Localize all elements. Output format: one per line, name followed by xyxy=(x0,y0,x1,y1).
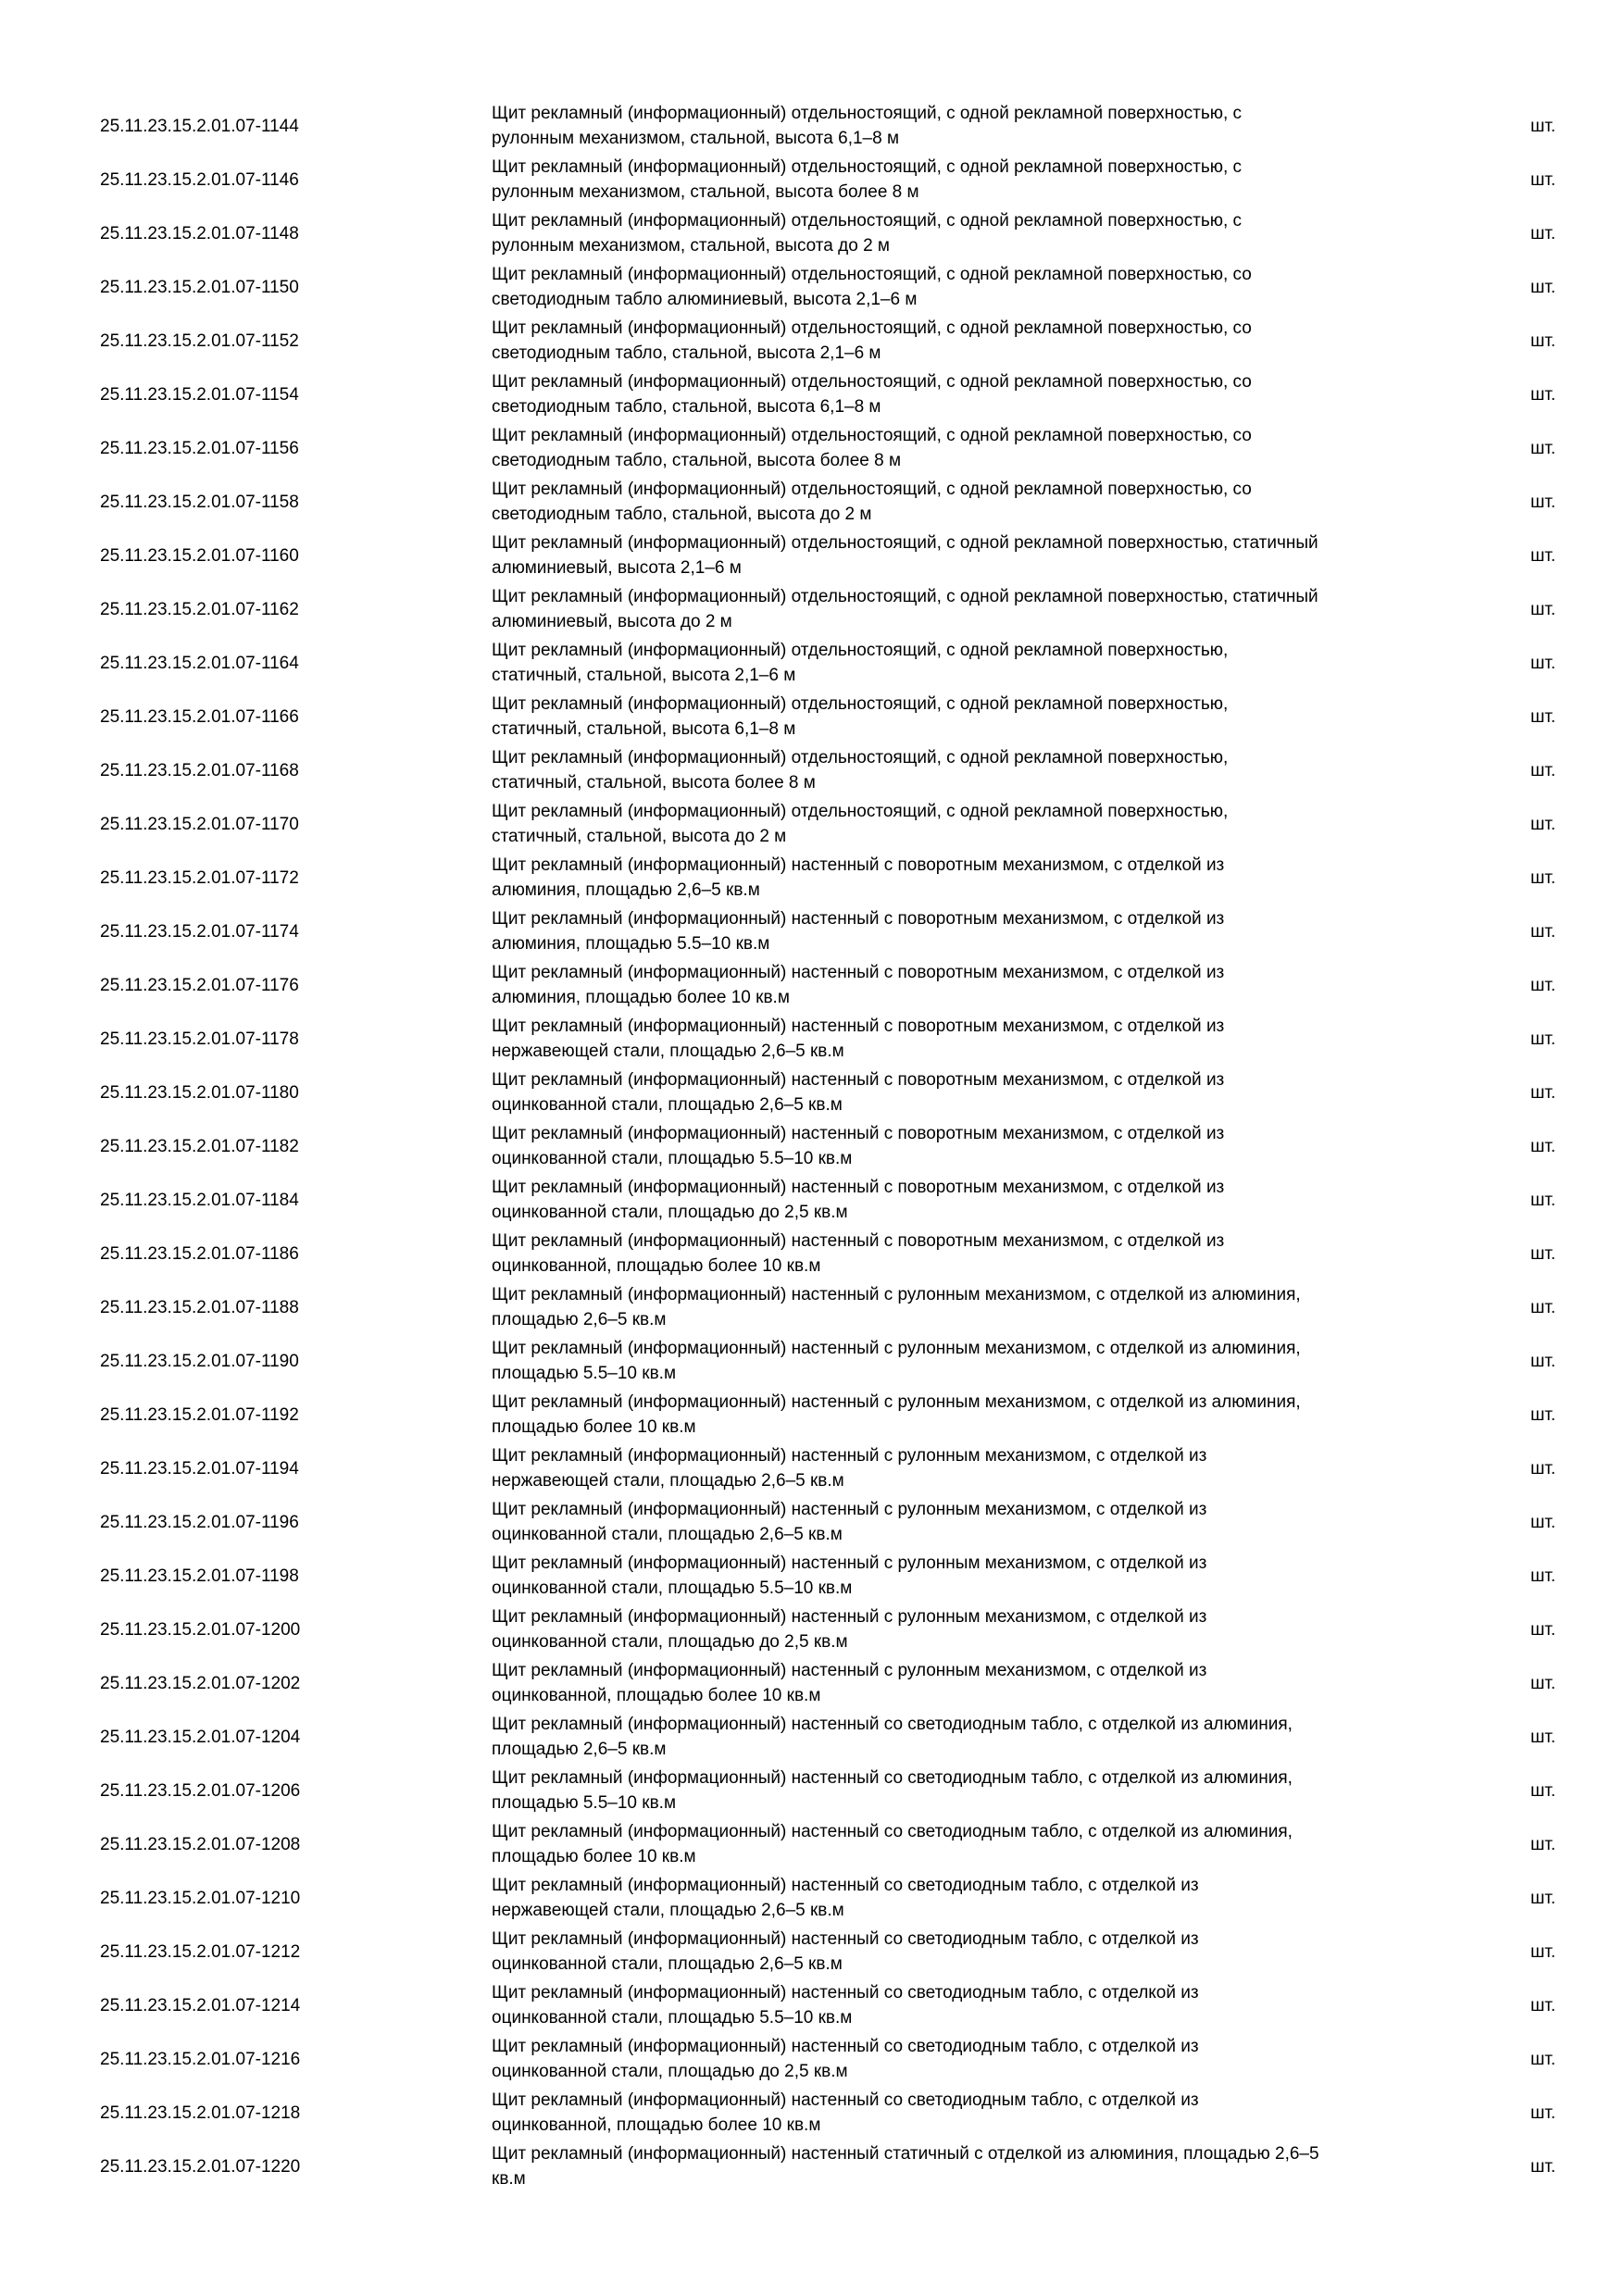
unit-of-measure: шт. xyxy=(1530,1566,1556,1586)
resource-description xyxy=(492,530,1473,580)
description-line: Щит рекламный (информационный) настенный с поворотным механизмом, с отделкой из xyxy=(492,1017,1225,1036)
table-row xyxy=(0,959,1624,1013)
resource-code: 25.11.23.15.2.01.07-1210 xyxy=(100,1889,301,1908)
resource-description xyxy=(492,1229,1473,1279)
description-line: площадью более 10 кв.м xyxy=(492,1847,696,1866)
description-line: Щит рекламный (информационный) настенный с поворотным механизмом, с отделкой из xyxy=(492,909,1225,929)
description-line: статичный, стальной, высота 2,1–6 м xyxy=(492,666,796,685)
resource-description xyxy=(492,906,1473,956)
table-row xyxy=(0,1496,1624,1550)
description-line: светодиодным табло алюминиевый, высота 2,1–6 м xyxy=(492,290,918,309)
price-list-page xyxy=(0,100,1624,2194)
resource-code: 25.11.23.15.2.01.07-1200 xyxy=(100,1620,301,1640)
description-line: оцинкованной стали, площадью 5.5–10 кв.м xyxy=(492,1149,853,1168)
resource-code: 25.11.23.15.2.01.07-1218 xyxy=(100,2103,301,2123)
table-row xyxy=(0,691,1624,744)
description-line: светодиодным табло, стальной, высота до 2 м xyxy=(492,505,872,524)
unit-of-measure: шт. xyxy=(1530,1781,1556,1801)
description-line: алюминия, площадью более 10 кв.м xyxy=(492,988,790,1007)
resource-code: 25.11.23.15.2.01.07-1166 xyxy=(100,707,299,727)
description-line: площадью 2,6–5 кв.м xyxy=(492,1310,667,1329)
resource-description xyxy=(492,262,1473,312)
description-line: Щит рекламный (информационный) настенный со светодиодным табло, с отделкой из xyxy=(492,1929,1199,1949)
resource-description xyxy=(492,2034,1473,2084)
resource-code: 25.11.23.15.2.01.07-1198 xyxy=(100,1566,299,1586)
table-row xyxy=(0,1872,1624,1926)
description-line: кв.м xyxy=(492,2169,526,2189)
description-line: оцинкованной стали, площадью до 2,5 кв.м xyxy=(492,2062,848,2081)
description-line: Щит рекламный (информационный) настенный с рулонным механизмом, с отделкой из xyxy=(492,1554,1207,1573)
resource-description xyxy=(492,1282,1473,1332)
description-line: оцинкованной стали, площадью до 2,5 кв.м xyxy=(492,1632,848,1652)
resource-description xyxy=(492,1014,1473,1064)
resource-description xyxy=(492,1658,1473,1708)
unit-of-measure: шт. xyxy=(1530,224,1556,243)
resource-description xyxy=(492,745,1473,795)
description-line: площадью 2,6–5 кв.м xyxy=(492,1740,667,1759)
table-row xyxy=(0,1335,1624,1389)
unit-of-measure: шт. xyxy=(1530,1191,1556,1210)
resource-code: 25.11.23.15.2.01.07-1190 xyxy=(100,1352,299,1371)
description-line: нержавеющей стали, площадью 2,6–5 кв.м xyxy=(492,1901,844,1920)
unit-of-measure: шт. xyxy=(1530,1405,1556,1425)
resource-description xyxy=(492,208,1473,258)
table-row xyxy=(0,1067,1624,1120)
unit-of-measure: шт. xyxy=(1530,2157,1556,2177)
description-line: светодиодным табло, стальной, высота более 8 м xyxy=(492,451,902,470)
table-row xyxy=(0,2140,1624,2194)
resource-description xyxy=(492,1443,1473,1493)
description-line: оцинкованной стали, площадью 2,6–5 кв.м xyxy=(492,1525,843,1544)
resource-description xyxy=(492,155,1473,205)
resource-description xyxy=(492,1819,1473,1869)
description-line: Щит рекламный (информационный) настенный с рулонным механизмом, с отделкой из алюминия, xyxy=(492,1339,1301,1358)
unit-of-measure: шт. xyxy=(1530,278,1556,297)
resource-description xyxy=(492,692,1473,742)
table-row xyxy=(0,1765,1624,1818)
description-line: Щит рекламный (информационный) настенный статичный с отделкой из алюминия, площадью 2,6–5 xyxy=(492,2144,1319,2164)
unit-of-measure: шт. xyxy=(1530,1137,1556,1156)
unit-of-measure: шт. xyxy=(1530,1674,1556,1693)
description-line: Щит рекламный (информационный) отдельностоящий, с одной рекламной поверхностью, xyxy=(492,802,1229,821)
description-line: Щит рекламный (информационный) настенный со светодиодным табло, с отделкой из алюминия, xyxy=(492,1822,1293,1841)
unit-of-measure: шт. xyxy=(1530,1728,1556,1747)
resource-code: 25.11.23.15.2.01.07-1180 xyxy=(100,1083,299,1103)
description-line: рулонным механизмом, стальной, высота до 2 м xyxy=(492,236,890,256)
description-line: площадью 5.5–10 кв.м xyxy=(492,1793,677,1813)
resource-code: 25.11.23.15.2.01.07-1178 xyxy=(100,1029,299,1049)
resource-code: 25.11.23.15.2.01.07-1204 xyxy=(100,1728,301,1747)
description-line: алюминия, площадью 2,6–5 кв.м xyxy=(492,880,760,900)
resource-code: 25.11.23.15.2.01.07-1184 xyxy=(100,1191,299,1210)
table-row xyxy=(0,583,1624,637)
resource-description xyxy=(492,1121,1473,1171)
table-row xyxy=(0,1442,1624,1496)
table-row xyxy=(0,798,1624,852)
table-row xyxy=(0,368,1624,422)
description-line: Щит рекламный (информационный) настенный с поворотным механизмом, с отделкой из xyxy=(492,1070,1225,1090)
description-line: Щит рекламный (информационный) настенный с рулонным механизмом, с отделкой из xyxy=(492,1500,1207,1519)
description-line: Щит рекламный (информационный) отдельностоящий, с одной рекламной поверхностью, со xyxy=(492,480,1252,499)
table-row xyxy=(0,852,1624,905)
unit-of-measure: шт. xyxy=(1530,493,1556,512)
description-line: Щит рекламный (информационный) настенный с поворотным механизмом, с отделкой из xyxy=(492,963,1225,982)
unit-of-measure: шт. xyxy=(1530,385,1556,405)
resource-description xyxy=(492,316,1473,366)
resource-description xyxy=(492,2088,1473,2138)
table-row xyxy=(0,1281,1624,1335)
description-line: площадью 5.5–10 кв.м xyxy=(492,1364,677,1383)
resource-code: 25.11.23.15.2.01.07-1146 xyxy=(100,170,299,190)
table-row xyxy=(0,207,1624,261)
unit-of-measure: шт. xyxy=(1530,761,1556,780)
description-line: площадью более 10 кв.м xyxy=(492,1417,696,1437)
unit-of-measure: шт. xyxy=(1530,1835,1556,1854)
resource-code: 25.11.23.15.2.01.07-1144 xyxy=(100,117,299,136)
description-line: Щит рекламный (информационный) отдельностоящий, с одной рекламной поверхностью, статичный xyxy=(492,587,1318,606)
resource-code: 25.11.23.15.2.01.07-1220 xyxy=(100,2157,301,2177)
table-row xyxy=(0,1228,1624,1281)
description-line: Щит рекламный (информационный) настенный с поворотным механизмом, с отделкой из xyxy=(492,1124,1225,1143)
resource-description xyxy=(492,853,1473,903)
resource-description xyxy=(492,423,1473,473)
table-row xyxy=(0,1013,1624,1067)
table-row xyxy=(0,476,1624,530)
resource-code: 25.11.23.15.2.01.07-1150 xyxy=(100,278,299,297)
description-line: Щит рекламный (информационный) отдельностоящий, с одной рекламной поверхностью, со xyxy=(492,318,1252,338)
unit-of-measure: шт. xyxy=(1530,868,1556,888)
table-row xyxy=(0,530,1624,583)
description-line: Щит рекламный (информационный) настенный с поворотным механизмом, с отделкой из xyxy=(492,1231,1225,1251)
description-line: Щит рекламный (информационный) отдельностоящий, с одной рекламной поверхностью, xyxy=(492,748,1229,767)
resource-description xyxy=(492,1390,1473,1440)
description-line: алюминиевый, высота до 2 м xyxy=(492,612,732,631)
resource-code: 25.11.23.15.2.01.07-1192 xyxy=(100,1405,299,1425)
resource-description xyxy=(492,1873,1473,1923)
resource-description xyxy=(492,369,1473,419)
resource-code: 25.11.23.15.2.01.07-1148 xyxy=(100,224,299,243)
description-line: алюминия, площадью 5.5–10 кв.м xyxy=(492,934,770,954)
table-row xyxy=(0,1389,1624,1442)
description-line: оцинкованной, площадью более 10 кв.м xyxy=(492,1256,821,1276)
description-line: Щит рекламный (информационный) настенный со светодиодным табло, с отделкой из алюминия, xyxy=(492,1715,1293,1734)
description-line: Щит рекламный (информационный) настенный с поворотным механизмом, с отделкой из xyxy=(492,1178,1225,1197)
unit-of-measure: шт. xyxy=(1530,922,1556,942)
unit-of-measure: шт. xyxy=(1530,1029,1556,1049)
description-line: нержавеющей стали, площадью 2,6–5 кв.м xyxy=(492,1471,844,1491)
table-row xyxy=(0,2087,1624,2140)
unit-of-measure: шт. xyxy=(1530,331,1556,351)
description-line: Щит рекламный (информационный) настенный со светодиодным табло, с отделкой из xyxy=(492,1983,1199,2003)
description-line: рулонным механизмом, стальной, высота более 8 м xyxy=(492,182,919,202)
unit-of-measure: шт. xyxy=(1530,170,1556,190)
description-line: светодиодным табло, стальной, высота 2,1–6 м xyxy=(492,343,881,363)
resource-code: 25.11.23.15.2.01.07-1158 xyxy=(100,493,299,512)
resource-description xyxy=(492,1927,1473,1977)
table-row xyxy=(0,1657,1624,1711)
resource-code: 25.11.23.15.2.01.07-1186 xyxy=(100,1244,299,1264)
table-row xyxy=(0,422,1624,476)
resource-code: 25.11.23.15.2.01.07-1212 xyxy=(100,1942,301,1962)
description-line: оцинкованной стали, площадью 5.5–10 кв.м xyxy=(492,1578,853,1598)
description-line: Щит рекламный (информационный) настенный с рулонным механизмом, с отделкой из xyxy=(492,1607,1207,1627)
resource-description xyxy=(492,1497,1473,1547)
table-row xyxy=(0,100,1624,154)
table-row xyxy=(0,154,1624,207)
description-line: светодиодным табло, стальной, высота 6,1–8 м xyxy=(492,397,881,417)
description-line: Щит рекламный (информационный) настенный со светодиодным табло, с отделкой из алюминия, xyxy=(492,1768,1293,1788)
resource-code: 25.11.23.15.2.01.07-1208 xyxy=(100,1835,301,1854)
description-line: Щит рекламный (информационный) настенный со светодиодным табло, с отделкой из xyxy=(492,1876,1199,1895)
table-row xyxy=(0,1550,1624,1603)
unit-of-measure: шт. xyxy=(1530,707,1556,727)
resource-code: 25.11.23.15.2.01.07-1154 xyxy=(100,385,299,405)
resource-code: 25.11.23.15.2.01.07-1152 xyxy=(100,331,299,351)
resource-code: 25.11.23.15.2.01.07-1174 xyxy=(100,922,299,942)
description-line: Щит рекламный (информационный) отдельностоящий, с одной рекламной поверхностью, с xyxy=(492,104,1243,123)
resource-description xyxy=(492,101,1473,151)
resource-code: 25.11.23.15.2.01.07-1164 xyxy=(100,654,299,673)
description-line: оцинкованной, площадью более 10 кв.м xyxy=(492,2115,821,2135)
unit-of-measure: шт. xyxy=(1530,1459,1556,1479)
unit-of-measure: шт. xyxy=(1530,1298,1556,1317)
resource-code: 25.11.23.15.2.01.07-1182 xyxy=(100,1137,299,1156)
unit-of-measure: шт. xyxy=(1530,1513,1556,1532)
resource-description xyxy=(492,1551,1473,1601)
resource-description xyxy=(492,477,1473,527)
description-line: Щит рекламный (информационный) настенный с рулонным механизмом, с отделкой из алюминия, xyxy=(492,1392,1301,1412)
description-line: оцинкованной, площадью более 10 кв.м xyxy=(492,1686,821,1705)
resource-code: 25.11.23.15.2.01.07-1196 xyxy=(100,1513,299,1532)
resource-code: 25.11.23.15.2.01.07-1176 xyxy=(100,976,299,995)
unit-of-measure: шт. xyxy=(1530,439,1556,458)
resource-description xyxy=(492,1980,1473,2030)
resource-description xyxy=(492,799,1473,849)
description-line: оцинкованной стали, площадью 5.5–10 кв.м xyxy=(492,2008,853,2028)
unit-of-measure: шт. xyxy=(1530,117,1556,136)
unit-of-measure: шт. xyxy=(1530,1996,1556,2015)
table-row xyxy=(0,1174,1624,1228)
resource-description xyxy=(492,2141,1473,2191)
resource-description xyxy=(492,1336,1473,1386)
unit-of-measure: шт. xyxy=(1530,815,1556,834)
table-row xyxy=(0,1711,1624,1765)
description-line: алюминиевый, высота 2,1–6 м xyxy=(492,558,742,578)
description-line: Щит рекламный (информационный) настенный с поворотным механизмом, с отделкой из xyxy=(492,855,1225,875)
table-row xyxy=(0,2033,1624,2087)
unit-of-measure: шт. xyxy=(1530,976,1556,995)
resource-code: 25.11.23.15.2.01.07-1188 xyxy=(100,1298,299,1317)
resource-code: 25.11.23.15.2.01.07-1162 xyxy=(100,600,299,619)
resource-code: 25.11.23.15.2.01.07-1170 xyxy=(100,815,299,834)
description-line: Щит рекламный (информационный) настенный с рулонным механизмом, с отделкой из xyxy=(492,1661,1207,1680)
description-line: Щит рекламный (информационный) настенный с рулонным механизмом, с отделкой из xyxy=(492,1446,1207,1466)
table-row xyxy=(0,1926,1624,1979)
description-line: Щит рекламный (информационный) отдельностоящий, с одной рекламной поверхностью, xyxy=(492,694,1229,714)
unit-of-measure: шт. xyxy=(1530,1620,1556,1640)
resource-description xyxy=(492,1766,1473,1816)
table-row xyxy=(0,261,1624,315)
description-line: Щит рекламный (информационный) отдельностоящий, с одной рекламной поверхностью, с xyxy=(492,211,1243,231)
resource-description xyxy=(492,1067,1473,1117)
description-line: рулонным механизмом, стальной, высота 6,1–8 м xyxy=(492,129,900,148)
description-line: оцинкованной стали, площадью 2,6–5 кв.м xyxy=(492,1954,843,1974)
unit-of-measure: шт. xyxy=(1530,2050,1556,2069)
description-line: оцинкованной стали, площадью 2,6–5 кв.м xyxy=(492,1095,843,1115)
resource-description xyxy=(492,1175,1473,1225)
description-line: Щит рекламный (информационный) отдельностоящий, с одной рекламной поверхностью, статичный xyxy=(492,533,1318,553)
description-line: статичный, стальной, высота 6,1–8 м xyxy=(492,719,796,739)
unit-of-measure: шт. xyxy=(1530,654,1556,673)
unit-of-measure: шт. xyxy=(1530,1889,1556,1908)
resource-code: 25.11.23.15.2.01.07-1168 xyxy=(100,761,299,780)
unit-of-measure: шт. xyxy=(1530,2103,1556,2123)
description-line: Щит рекламный (информационный) отдельностоящий, с одной рекламной поверхностью, со xyxy=(492,265,1252,284)
table-row xyxy=(0,744,1624,798)
resource-code: 25.11.23.15.2.01.07-1156 xyxy=(100,439,299,458)
description-line: Щит рекламный (информационный) настенный со светодиодным табло, с отделкой из xyxy=(492,2090,1199,2110)
unit-of-measure: шт. xyxy=(1530,546,1556,566)
resource-table xyxy=(0,100,1624,2194)
description-line: Щит рекламный (информационный) настенный с рулонным механизмом, с отделкой из алюминия, xyxy=(492,1285,1301,1304)
description-line: статичный, стальной, высота более 8 м xyxy=(492,773,816,792)
unit-of-measure: шт. xyxy=(1530,1083,1556,1103)
table-row xyxy=(0,1120,1624,1174)
table-row xyxy=(0,637,1624,691)
resource-code: 25.11.23.15.2.01.07-1214 xyxy=(100,1996,301,2015)
description-line: оцинкованной стали, площадью до 2,5 кв.м xyxy=(492,1203,848,1222)
resource-code: 25.11.23.15.2.01.07-1160 xyxy=(100,546,299,566)
resource-code: 25.11.23.15.2.01.07-1194 xyxy=(100,1459,299,1479)
resource-description xyxy=(492,1712,1473,1762)
description-line: нержавеющей стали, площадью 2,6–5 кв.м xyxy=(492,1042,844,1061)
resource-description xyxy=(492,584,1473,634)
unit-of-measure: шт. xyxy=(1530,1352,1556,1371)
table-row xyxy=(0,1979,1624,2033)
resource-description xyxy=(492,1604,1473,1654)
resource-code: 25.11.23.15.2.01.07-1206 xyxy=(100,1781,301,1801)
resource-code: 25.11.23.15.2.01.07-1172 xyxy=(100,868,299,888)
resource-code: 25.11.23.15.2.01.07-1202 xyxy=(100,1674,301,1693)
table-row xyxy=(0,905,1624,959)
description-line: Щит рекламный (информационный) отдельностоящий, с одной рекламной поверхностью, со xyxy=(492,426,1252,445)
table-row xyxy=(0,1603,1624,1657)
resource-description xyxy=(492,638,1473,688)
description-line: статичный, стальной, высота до 2 м xyxy=(492,827,787,846)
unit-of-measure: шт. xyxy=(1530,1942,1556,1962)
description-line: Щит рекламный (информационный) настенный со светодиодным табло, с отделкой из xyxy=(492,2037,1199,2056)
unit-of-measure: шт. xyxy=(1530,1244,1556,1264)
resource-description xyxy=(492,960,1473,1010)
description-line: Щит рекламный (информационный) отдельностоящий, с одной рекламной поверхностью, с xyxy=(492,157,1243,177)
description-line: Щит рекламный (информационный) отдельностоящий, с одной рекламной поверхностью, со xyxy=(492,372,1252,392)
description-line: Щит рекламный (информационный) отдельностоящий, с одной рекламной поверхностью, xyxy=(492,641,1229,660)
table-row xyxy=(0,315,1624,368)
table-row xyxy=(0,1818,1624,1872)
resource-code: 25.11.23.15.2.01.07-1216 xyxy=(100,2050,301,2069)
unit-of-measure: шт. xyxy=(1530,600,1556,619)
